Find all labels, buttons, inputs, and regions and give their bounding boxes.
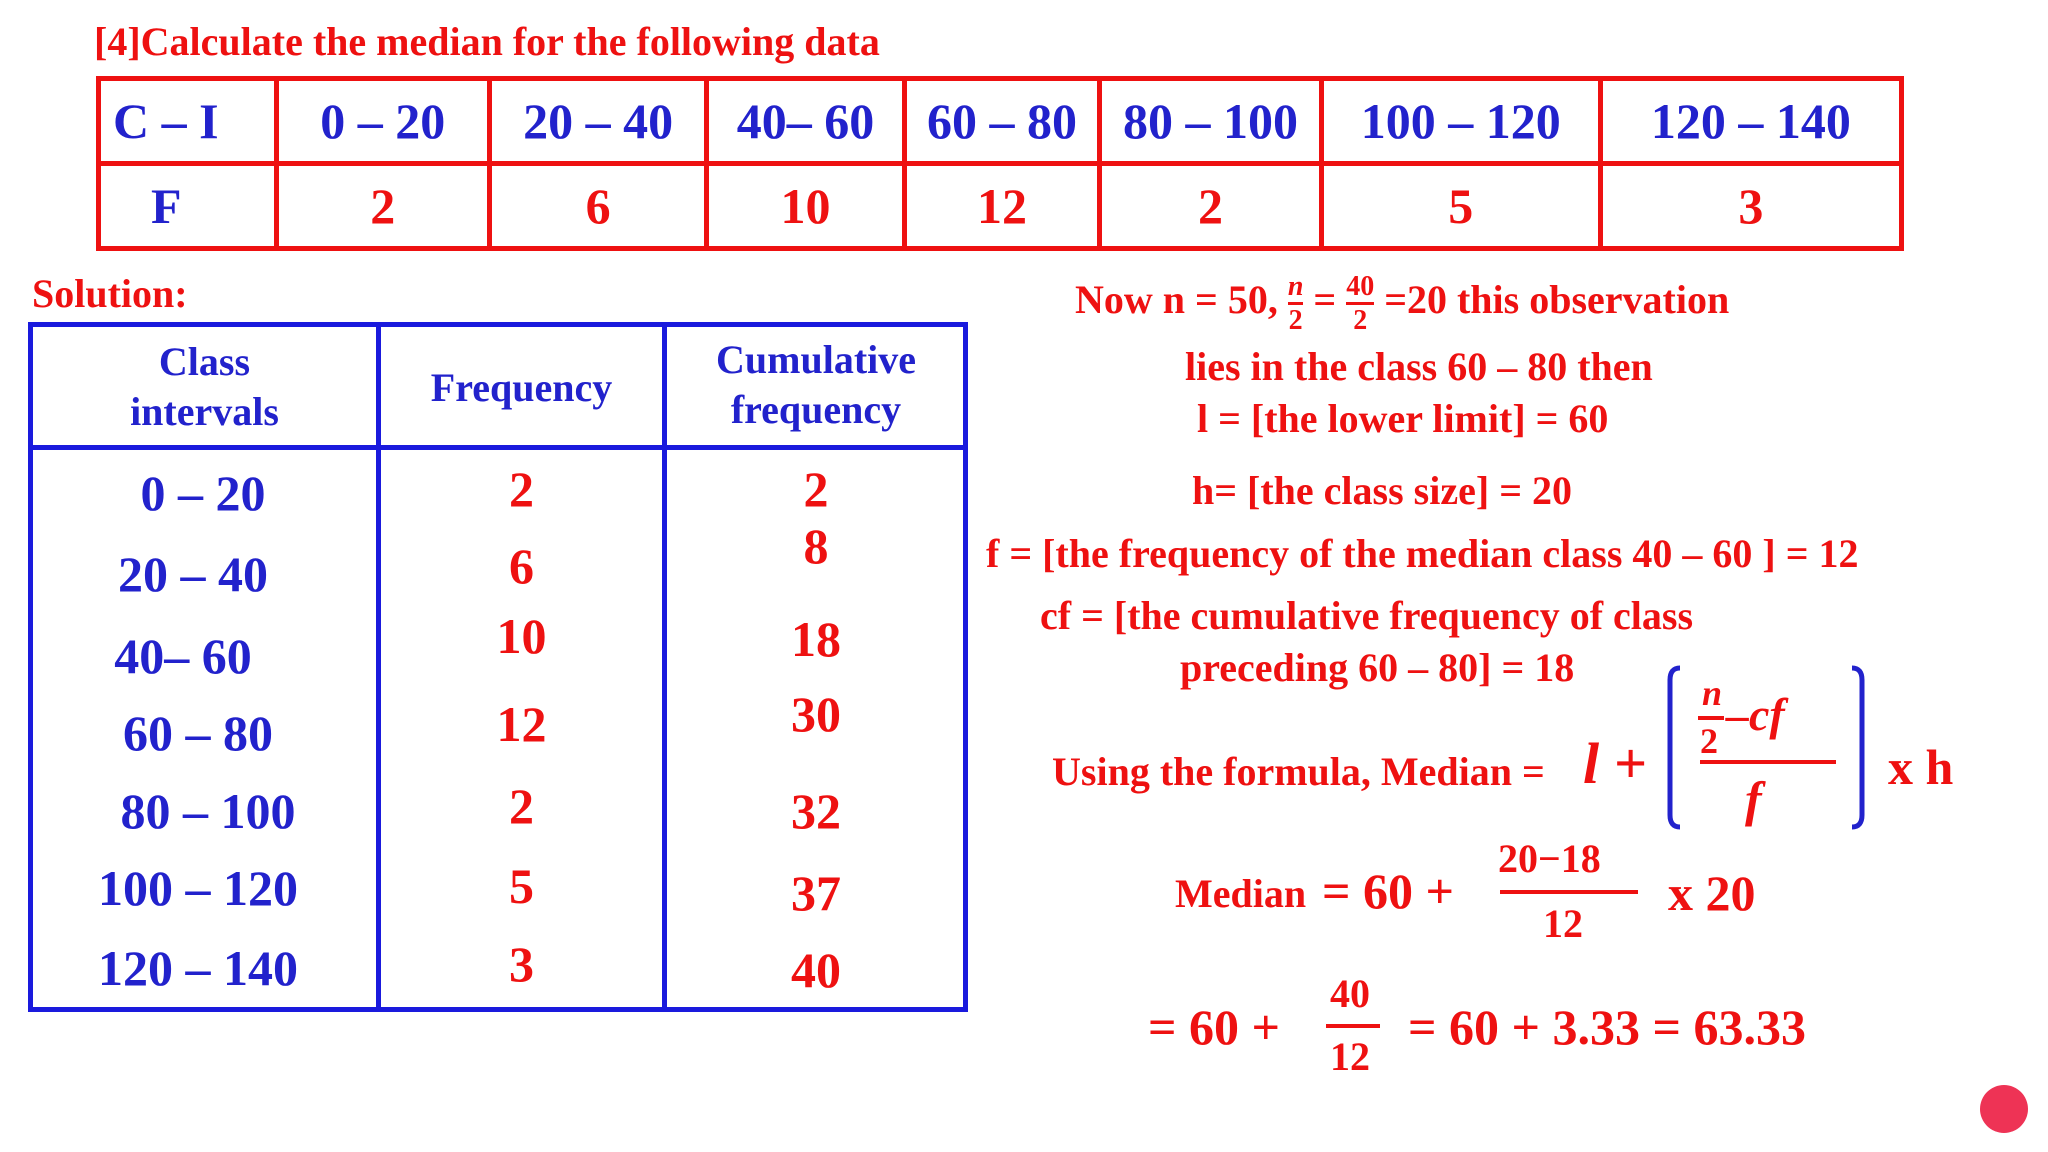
interval-cell: 40– 60 — [707, 79, 905, 164]
frequency-cell: 3 — [1600, 164, 1901, 249]
question-title: [4]Calculate the median for the following data — [94, 19, 880, 64]
class-interval-cell: 100 – 120 — [98, 860, 298, 916]
final-numerator: 40 — [1330, 971, 1370, 1016]
median-multiplier: x 20 — [1668, 865, 1756, 921]
class-interval-cell: 0 – 20 — [140, 465, 266, 521]
median-denominator: 12 — [1543, 901, 1583, 946]
frequency-cell: 2 — [276, 164, 489, 249]
working-text: =20 this observation — [1384, 277, 1730, 323]
frequency-cell: 5 — [1321, 164, 1600, 249]
median-numerator: 20−18 — [1498, 836, 1601, 881]
n-over-2-fraction — [1288, 272, 1304, 336]
frequency-value: 2 — [509, 778, 534, 834]
frequency-value: 3 — [509, 936, 534, 992]
final-denominator: 12 — [1330, 1034, 1370, 1079]
formula-two: 2 — [1700, 721, 1718, 761]
frequency-value: 10 — [496, 608, 547, 664]
formula-prefix: Using the formula, Median = — [1052, 749, 1545, 794]
formula-suffix: x h — [1888, 739, 1954, 795]
working-text: = — [1313, 277, 1337, 323]
solution-table — [28, 322, 968, 1012]
frequency-value: 6 — [509, 538, 534, 594]
fraction-denominator: 2 — [1288, 305, 1303, 337]
fraction-numerator: 40 — [1346, 271, 1375, 302]
median-fraction-bar — [1500, 890, 1638, 894]
cumulative-value: 32 — [791, 783, 841, 839]
formula-minus-cf: –cf — [1726, 689, 1785, 740]
cumulative-value: 40 — [791, 942, 841, 998]
interval-cell: 60 – 80 — [904, 79, 1099, 164]
header-frequency: Frequency — [430, 365, 613, 410]
final-fraction-bar — [1326, 1024, 1380, 1028]
formula-l-plus: l + — [1583, 731, 1647, 796]
row-header-f: F — [99, 164, 277, 249]
frequency-value: 5 — [509, 858, 534, 914]
median-label: Median — [1175, 871, 1307, 916]
interval-cell: 0 – 20 — [276, 79, 489, 164]
working-line-preceding: preceding 60 – 80] = 18 — [1180, 645, 1575, 690]
header-divider — [33, 445, 963, 450]
cumulative-value: 8 — [803, 518, 829, 574]
class-interval-cell: 120 – 140 — [98, 940, 298, 996]
working-text: Now n = 50, — [1075, 277, 1278, 323]
header-text: Cumulative — [716, 337, 916, 382]
class-interval-cell: 20 – 40 — [118, 546, 268, 602]
class-interval-cell: 40– 60 — [114, 628, 252, 684]
row-header-ci: C – I — [99, 79, 277, 164]
cumulative-value: 2 — [803, 461, 829, 517]
cumulative-value: 18 — [791, 611, 841, 667]
interval-cell: 100 – 120 — [1321, 79, 1600, 164]
cumulative-value: 37 — [791, 865, 841, 921]
interval-cell: 120 – 140 — [1600, 79, 1901, 164]
record-indicator-dot — [1980, 1085, 2028, 1133]
working-line-n — [1075, 272, 1729, 336]
data-table — [96, 76, 1904, 251]
final-result: = 60 + 3.33 = 63.33 — [1408, 999, 1806, 1055]
frequency-cell: 6 — [489, 164, 706, 249]
forty-over-2-fraction — [1346, 272, 1374, 336]
solution-label: Solution: — [32, 271, 188, 316]
cumulative-value: 30 — [791, 686, 841, 742]
header-text: intervals — [130, 389, 279, 434]
header-text: Class — [158, 339, 251, 384]
header-text: frequency — [730, 387, 902, 432]
header-cumulative-frequency — [667, 335, 965, 435]
working-line-class-size: h= [the class size] = 20 — [1192, 468, 1572, 513]
interval-cell: 80 – 100 — [1100, 79, 1321, 164]
data-table-frequency-row — [99, 164, 1902, 249]
frequency-cell: 10 — [707, 164, 905, 249]
fraction-denominator: 2 — [1353, 305, 1368, 337]
formula-n: n — [1702, 673, 1723, 713]
frequency-cell: 2 — [1100, 164, 1321, 249]
formula-f: f — [1745, 771, 1762, 827]
working-line-lower-limit: l = [the lower limit] = 60 — [1197, 396, 1609, 441]
frequency-value: 2 — [509, 461, 534, 517]
fraction-numerator: n — [1287, 271, 1304, 302]
frequency-value: 12 — [496, 696, 547, 752]
median-eq: = 60 + — [1322, 863, 1454, 919]
final-eq: = 60 + — [1148, 999, 1280, 1055]
data-table-interval-row — [99, 79, 1902, 164]
working-line-frequency: f = [the frequency of the median class 40 – 60 ] = 12 — [986, 531, 1859, 576]
class-interval-cell: 80 – 100 — [120, 783, 296, 839]
working-line-cf: cf = [the cumulative frequency of class — [1040, 593, 1694, 638]
class-interval-cell: 60 – 80 — [123, 705, 273, 761]
interval-cell: 20 – 40 — [489, 79, 706, 164]
header-class-intervals — [33, 337, 376, 437]
frequency-cell: 12 — [904, 164, 1099, 249]
formula-bracket — [1666, 660, 1886, 835]
working-line-class: lies in the class 60 – 80 then — [1185, 344, 1653, 389]
